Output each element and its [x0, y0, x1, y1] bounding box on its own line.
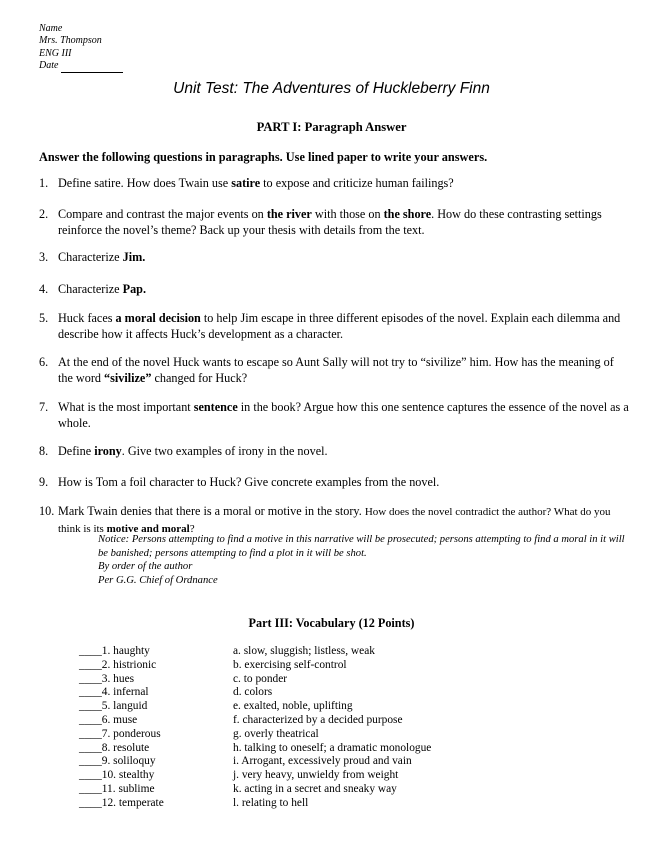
vocab-word: 9. soliloquy [101, 755, 156, 768]
question-keyword: Pap. [122, 282, 146, 296]
vocab-term [79, 673, 134, 687]
teacher-name: Mrs. Thompson [39, 35, 102, 47]
vocab-row [0, 755, 663, 769]
question-1 [39, 176, 629, 192]
notice-signatory: Per G.G. Chief of Ordnance [98, 575, 218, 587]
vocab-word: 6. muse [101, 713, 138, 726]
question-segment: Mark Twain denies that there is a moral or motive in the story. [58, 504, 365, 518]
vocab-definition: h. talking to oneself; a dramatic monologue [233, 741, 432, 754]
vocab-definition: g. overly theatrical [233, 727, 319, 740]
notice-signature: By order of the author [98, 561, 193, 573]
answer-blank[interactable]: ____ [79, 700, 102, 713]
question-segment: How is Tom a foil character to Huck? Give concrete examples from the novel. [58, 475, 440, 489]
vocab-term [79, 728, 161, 742]
vocab-row [0, 659, 663, 673]
answer-blank[interactable]: ____ [79, 686, 102, 699]
vocab-term [79, 797, 164, 811]
vocab-definition: i. Arrogant, excessively proud and vain [233, 755, 412, 768]
question-keyword: motive and moral [106, 522, 190, 535]
question-segment: ? [189, 522, 195, 535]
question-keyword: satire [231, 176, 261, 190]
question-segment: At the end of the novel Huck wants to escape so Aunt Sally will not try to “sivilize” him. How has the meaning of the word [58, 355, 614, 385]
date-blank[interactable] [61, 60, 123, 73]
vocabulary-list [0, 645, 663, 811]
answer-blank[interactable]: ____ [79, 713, 102, 726]
question-text [58, 250, 629, 266]
question-segment: Characterize [58, 282, 123, 296]
vocab-definition: f. characterized by a decided purpose [233, 713, 403, 726]
question-segment: Compare and contrast the major events on [58, 207, 267, 221]
notice-text: Notice: Persons attempting to find a motive in this narrative will be prosecuted; persons attempting to find a moral in it will be banished; persons attempting to find a plot in it will be shot. [98, 534, 625, 559]
question-segment: . Give two examples of irony in the novel. [121, 444, 328, 458]
question-text [58, 207, 629, 238]
question-keyword: a moral decision [115, 311, 201, 325]
question-segment: Define [58, 444, 95, 458]
question-segment: . How do these contrasting settings reinforce the novel’s theme? Back up your thesis with details from the text. [58, 207, 602, 237]
vocab-definition: a. slow, sluggish; listless, weak [233, 645, 375, 657]
question-5 [39, 311, 629, 342]
question-segment: Huck faces [58, 311, 116, 325]
question-text [58, 282, 629, 298]
vocab-term [79, 755, 156, 769]
date-line [39, 60, 123, 73]
question-number: 9. [39, 475, 49, 489]
answer-blank[interactable]: ____ [79, 658, 102, 671]
vocab-definition: e. exalted, noble, uplifting [233, 700, 353, 713]
answer-blank[interactable]: ____ [79, 796, 102, 809]
question-number: 6. [39, 355, 49, 369]
question-4 [39, 282, 629, 298]
answer-blank[interactable]: ____ [79, 755, 102, 768]
question-3 [39, 250, 629, 266]
vocab-word: 11. sublime [101, 782, 155, 795]
question-segment: What is the most important [58, 400, 194, 414]
question-segment: Characterize [58, 250, 123, 264]
vocab-term [79, 742, 149, 756]
answer-blank[interactable]: ____ [79, 645, 102, 657]
answer-blank[interactable]: ____ [79, 672, 102, 685]
vocab-row [0, 728, 663, 742]
question-text [58, 311, 629, 342]
question-text [58, 355, 629, 386]
header-block [39, 23, 123, 73]
vocab-row [0, 673, 663, 687]
question-number: 10. [39, 504, 55, 518]
question-segment: to expose and criticize human failings? [260, 176, 454, 190]
vocab-term [79, 714, 137, 728]
vocab-definition: j. very heavy, unwieldy from weight [233, 769, 399, 782]
question-number: 3. [39, 250, 49, 264]
vocab-row [0, 783, 663, 797]
question-7 [39, 400, 629, 431]
question-keyword: Jim. [122, 250, 146, 264]
part1-heading: PART I: Paragraph Answer [256, 120, 407, 134]
question-segment: with those on [311, 207, 384, 221]
answer-blank[interactable]: ____ [79, 769, 102, 782]
question-text [58, 475, 629, 491]
question-6 [39, 355, 629, 386]
vocab-definition: c. to ponder [233, 672, 288, 685]
vocab-term [79, 686, 149, 700]
vocab-term [79, 645, 150, 659]
vocab-row [0, 742, 663, 756]
vocab-word: 3. hues [101, 672, 135, 685]
question-text [58, 400, 629, 431]
answer-blank[interactable]: ____ [79, 782, 102, 795]
vocab-definition: k. acting in a secret and sneaky way [233, 782, 397, 795]
vocab-word: 5. languid [101, 700, 148, 713]
answer-blank[interactable]: ____ [79, 741, 102, 754]
vocab-word: 4. infernal [101, 686, 149, 699]
vocab-row [0, 700, 663, 714]
vocab-row [0, 769, 663, 783]
question-number: 5. [39, 311, 49, 325]
vocab-row [0, 797, 663, 811]
name-label: Name [39, 23, 63, 34]
vocab-word: 1. haughty [101, 645, 150, 657]
question-keyword: irony [94, 444, 122, 458]
vocab-term [79, 700, 147, 714]
vocab-row [0, 686, 663, 700]
question-text [58, 444, 629, 460]
answer-blank[interactable]: ____ [79, 727, 102, 740]
vocab-definition: b. exercising self-control [233, 658, 347, 671]
question-keyword: the shore [383, 207, 432, 221]
date-label: Date [39, 59, 59, 71]
vocab-definition: d. colors [233, 686, 273, 699]
vocab-word: 12. temperate [101, 796, 164, 809]
question-segment: How does the novel contradict the author? What do you think is its [58, 506, 611, 535]
vocab-term [79, 659, 156, 673]
vocab-row [0, 645, 663, 659]
vocab-word: 7. ponderous [101, 727, 161, 740]
vocab-row [0, 714, 663, 728]
vocab-term [79, 769, 154, 783]
vocab-word: 8. resolute [101, 741, 150, 754]
question-8 [39, 444, 629, 460]
vocab-definition: l. relating to hell [233, 796, 309, 809]
question-number: 1. [39, 176, 49, 190]
course-name: ENG III [39, 47, 72, 59]
question-number: 4. [39, 282, 49, 296]
question-segment: Define satire. How does Twain use [58, 176, 232, 190]
question-number: 8. [39, 444, 49, 458]
question-keyword: the river [266, 207, 312, 221]
page-title: Unit Test: The Adventures of Huckleberry Finn [173, 80, 490, 97]
question-9 [39, 475, 629, 491]
question-segment: to help Jim escape in three different episodes of the novel. Explain each dilemma and describe how it affects Huck’s development as a character. [58, 311, 621, 341]
vocab-word: 10. stealthy [101, 769, 155, 782]
question-2 [39, 207, 629, 238]
question-keyword: sentence [193, 400, 238, 414]
question-number: 7. [39, 400, 49, 414]
part3-heading: Part III: Vocabulary (12 Points) [248, 616, 415, 630]
question-segment: changed for Huck? [151, 370, 248, 385]
part1-instructions: Answer the following questions in paragraphs. Use lined paper to write your answers. [39, 150, 488, 164]
question-keyword: “sivilize” [104, 370, 152, 385]
question-number: 2. [39, 207, 49, 221]
question-text [58, 176, 629, 192]
vocab-term [79, 783, 155, 797]
question-segment: in the book? Argue how this one sentence captures the essence of the novel as a whole. [58, 400, 629, 430]
author-notice [98, 533, 628, 588]
vocab-word: 2. histrionic [101, 658, 157, 671]
